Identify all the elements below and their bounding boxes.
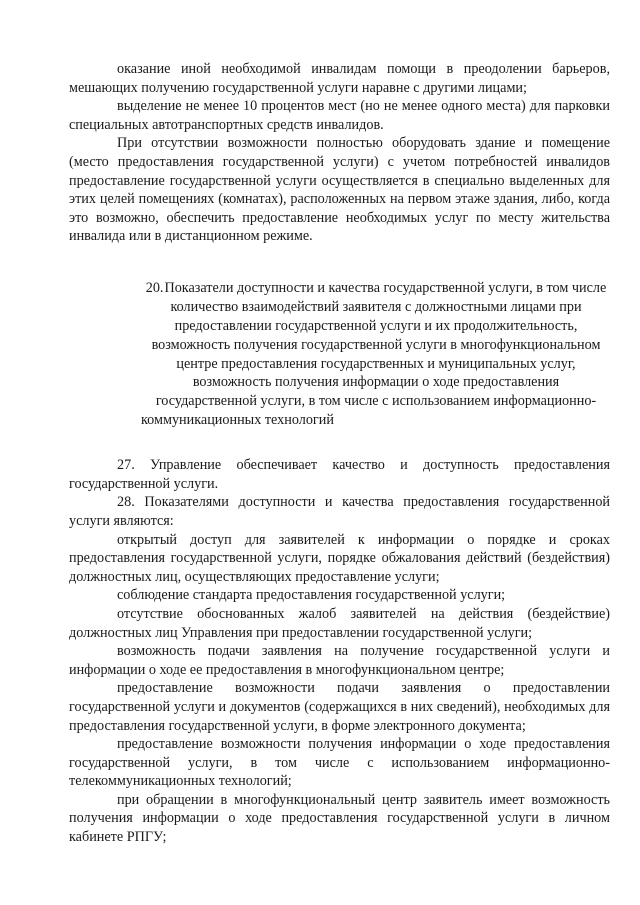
section-heading	[141, 279, 611, 430]
paragraph-assistance: оказание иной необходимой инвалидам помощи в преодолении барьеров, мешающих получению государственной услуги наравне с другими лицами;	[69, 61, 610, 96]
paragraph-27: 27. Управление обеспечивает качество и доступность предоставления государственной услуги.	[69, 457, 610, 492]
list-item-mfc-application: возможность подачи заявления на получение государственной услуги и информации о ходе ее предоставления в многофункциональном центре;	[69, 643, 610, 678]
list-item-progress-info: предоставление возможности получения информации о ходе предоставления государственной услуги, в том числе с использованием информационно-телекоммуникационных технологий;	[69, 736, 610, 790]
list-item-no-complaints: отсутствие обоснованных жалоб заявителей на действия (бездействие) должностных лиц Управления при предоставлении государственной услуги;	[69, 605, 610, 641]
paragraph-28: 28. Показателями доступности и качества предоставления государственной услуги являются:	[69, 494, 610, 529]
paragraph-premises: При отсутствии возможности полностью оборудовать здание и помещение (место предоставления государственной услуги) с учетом потребностей инвалидов предоставление государственной услуги осуществляется в специально выделенных для этих целей помещениях (комнатах), расположенных на первом этаже здания, либо, когда это возможно, обеспечить предоставление необходимых услуг по месту жительства инвалида или в дистанционном режиме.	[69, 135, 610, 245]
list-item-personal-account: при обращении в многофункциональный центр заявитель имеет возможность получения информации о ходе предоставления государственной услуги в личном кабинете РПГУ;	[69, 791, 610, 846]
paragraph-parking: выделение не менее 10 процентов мест (но не менее одного места) для парковки специальных автотранспортных средств инвалидов.	[69, 98, 610, 133]
document-page	[69, 60, 610, 847]
list-item-open-access: открытый доступ для заявителей к информации о порядке и сроках предоставления государственной услуги, порядке обжалования действий (бездействия) должностных лиц, осуществляющих предоставление услуги;	[69, 531, 610, 585]
section-number: 20.	[145, 279, 164, 296]
list-item-standard: соблюдение стандарта предоставления государственной услуги;	[117, 587, 506, 604]
list-item-electronic-document: предоставление возможности подачи заявления о предоставлении государственной услуги и документов (содержащихся в них сведений), необходимых для предоставления государственной услуги, в форме электронного документа;	[69, 680, 610, 734]
section-title: Показатели доступности и качества государственной услуги, в том числе количество взаимодействий заявителя с должностными лицами при предоставлении государственной услуги и их продолжительность, возможность получения государственной услуги в многофункциональном центре предоставления государственных и муниципальных услуг, возможность получения информации о ходе предоставления государственной услуги, в том числе с использованием информационно-коммуникационных технологий	[141, 279, 607, 429]
